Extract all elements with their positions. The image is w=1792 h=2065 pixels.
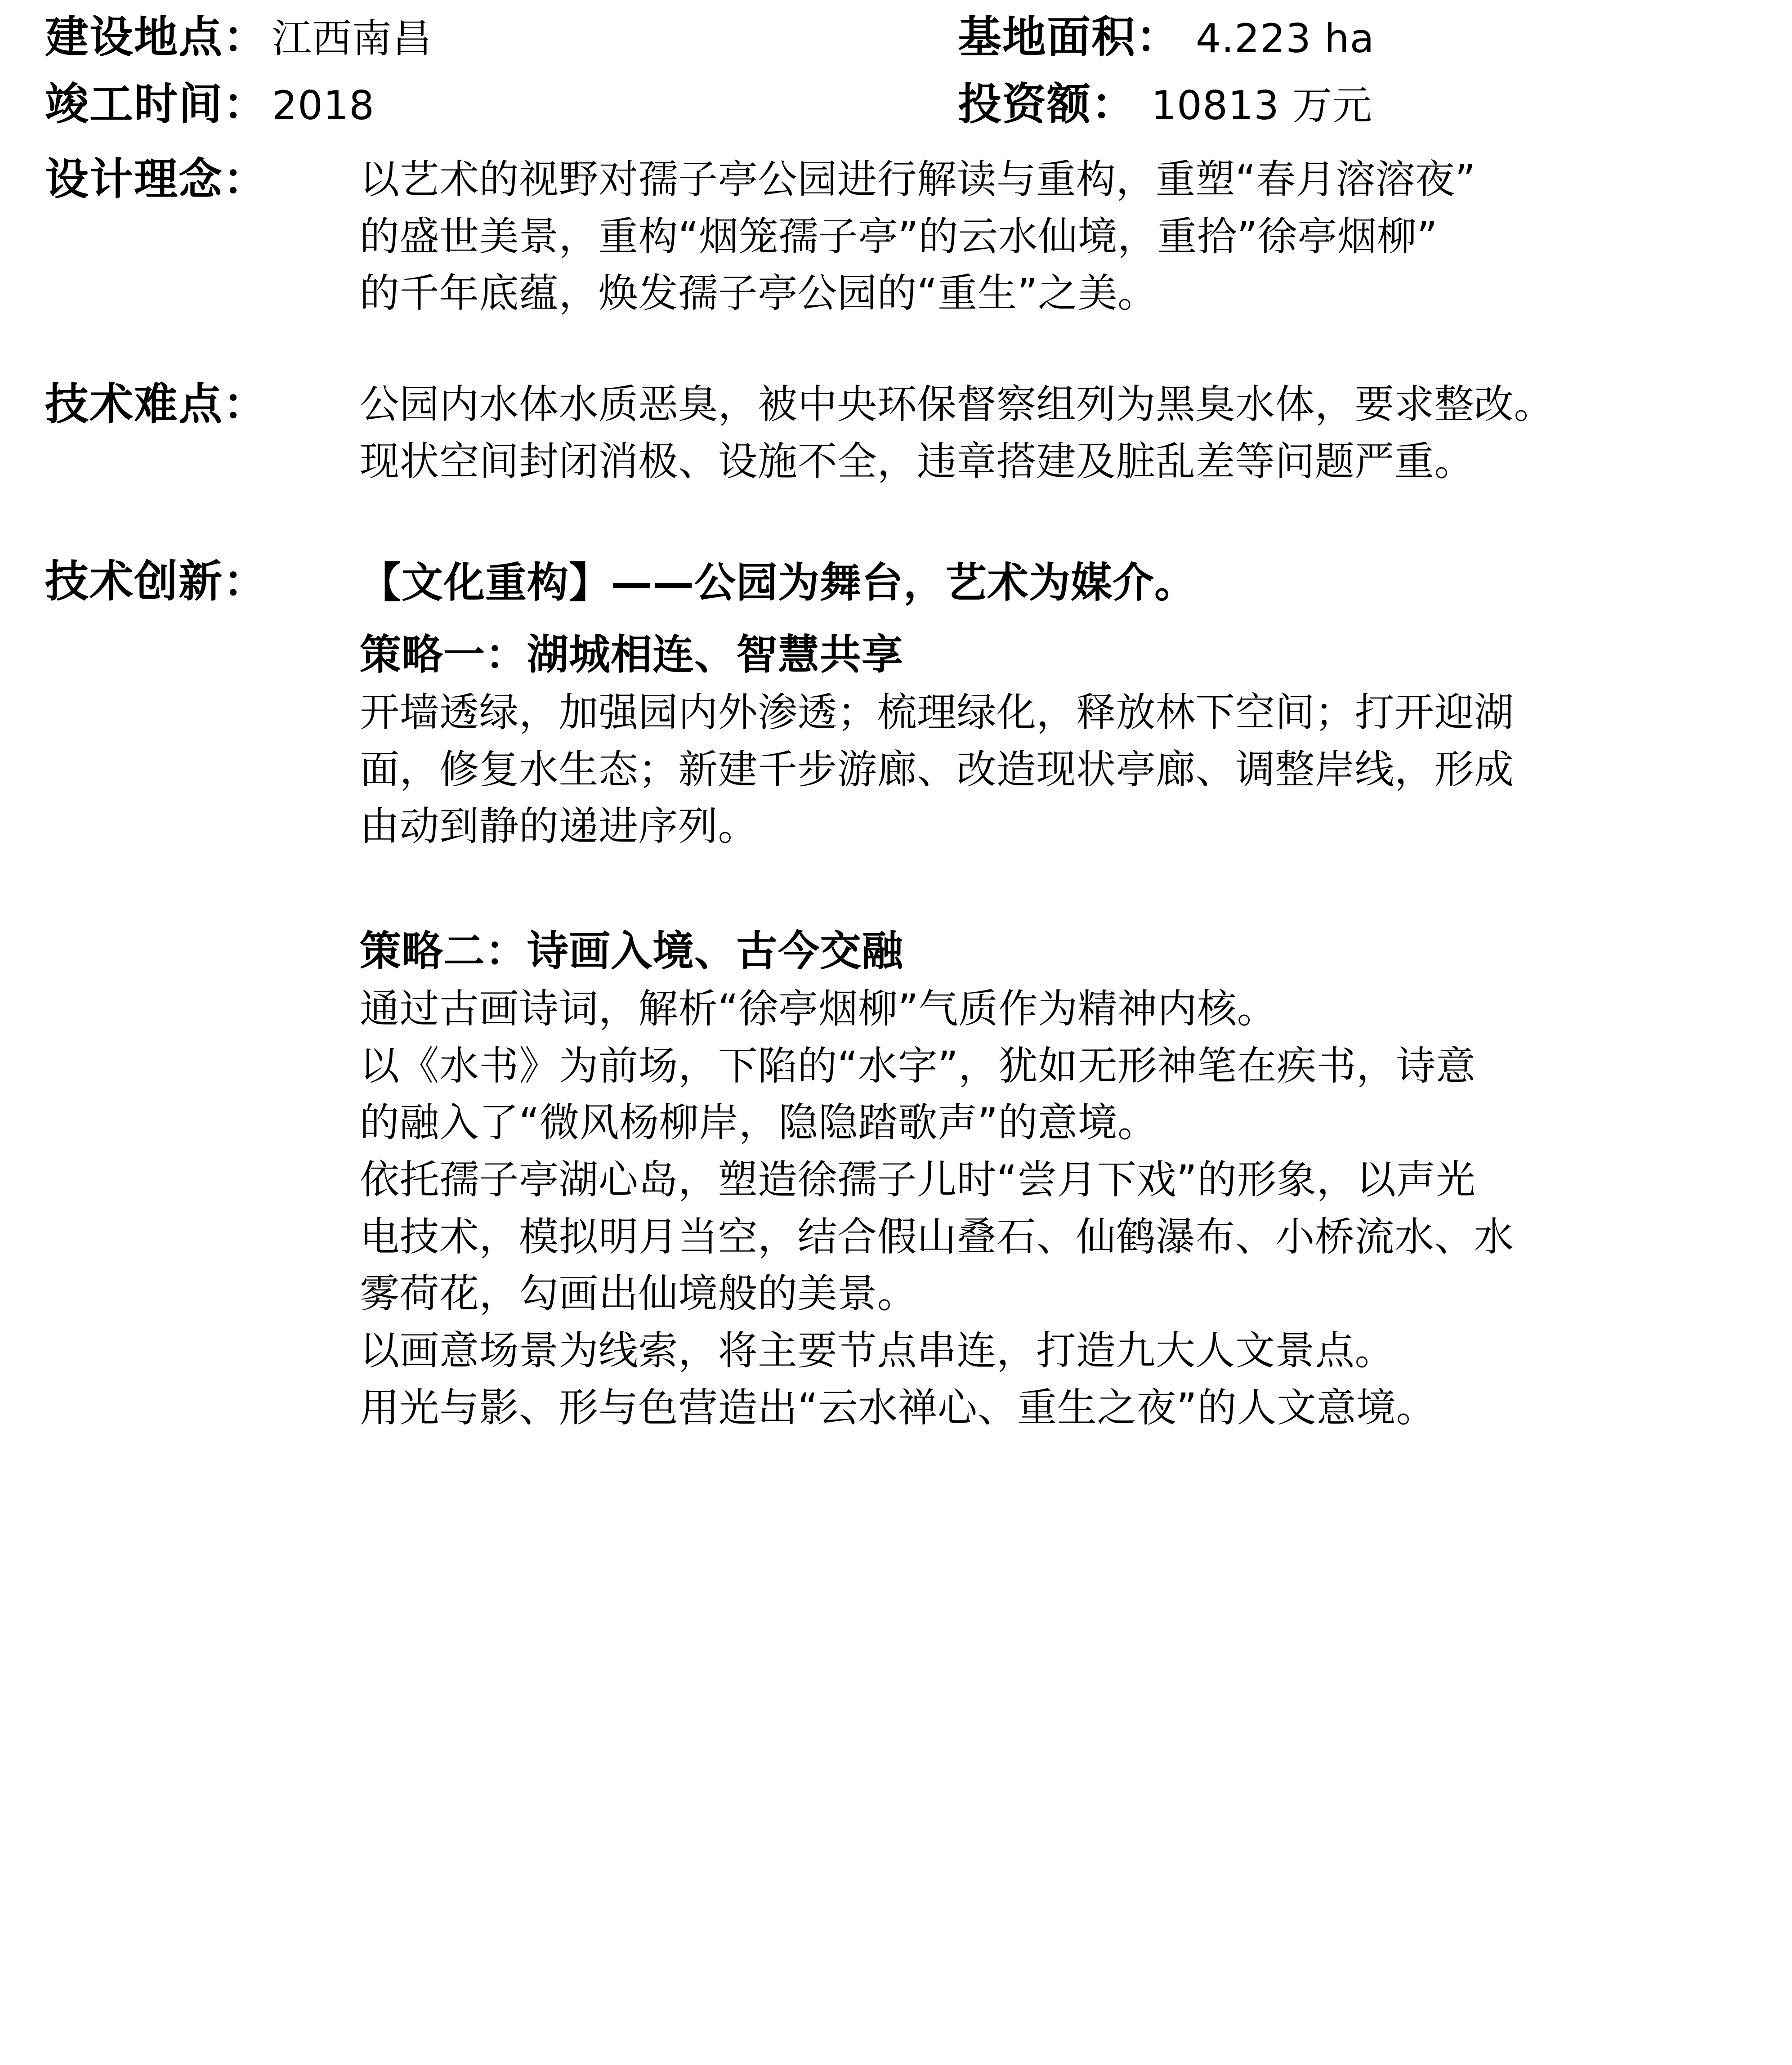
location-label: 建设地点： (45, 12, 268, 63)
strategy-block-one (360, 626, 1752, 855)
design-concept-body (360, 151, 1752, 322)
meta-item-completion (45, 79, 958, 130)
spacer (45, 322, 1752, 376)
location-value: 江西南昌 (272, 15, 433, 62)
strategy-two-line: 电技术，模拟明月当空，结合假山叠石、仙鹤瀑布、小桥流水、水 (360, 1213, 1514, 1260)
site-area-label: 基地面积： (958, 12, 1180, 63)
investment-label: 投资额： (958, 79, 1136, 130)
spacer (45, 126, 1752, 151)
design-concept-line: 的盛世美景，重构“烟笼孺子亭”的云水仙境，重拾”徐亭烟柳” (360, 213, 1438, 260)
strategy-one-heading: 策略一：湖城相连、智慧共享 (360, 631, 904, 679)
design-concept-line: 的千年底蕴，焕发孺子亭公园的“重生”之美。 (360, 270, 1157, 317)
strategy-one-line: 开墙透绿，加强园内外渗透；梳理绿化，释放林下空间；打开迎湖 (360, 689, 1514, 735)
strategy-two-heading: 策略二：诗画入境、古今交融 (360, 927, 904, 976)
completion-label: 竣工时间： (45, 79, 268, 130)
strategy-two-line: 通过古画诗词，解析“徐亭烟柳”气质作为精神内核。 (360, 985, 1277, 1032)
design-concept-line: 以艺术的视野对孺子亭公园进行解读与重构，重塑“春月溶溶夜” (360, 156, 1476, 202)
section-design-concept (45, 151, 1752, 322)
technical-innovation-body (360, 553, 1752, 1437)
strategy-two-line: 雾荷花，勾画出仙境般的美景。 (360, 1270, 917, 1317)
meta-item-investment (958, 79, 1752, 130)
section-technical-innovation (45, 553, 1752, 1437)
spacer (360, 613, 1752, 626)
innovation-headline: 【文化重构】——公园为舞台，艺术为媒介。 (360, 558, 1197, 607)
technical-innovation-label: 技术创新： (45, 555, 268, 607)
design-concept-label: 设计理念： (45, 154, 268, 205)
meta-item-location (45, 12, 958, 63)
section-technical-difficulty (45, 376, 1752, 490)
technical-difficulty-line: 公园内水体水质恶臭，被中央环保督察组列为黑臭水体，要求整改。 (360, 381, 1554, 428)
strategy-block-two (360, 923, 1752, 1437)
completion-value: 2018 (272, 82, 375, 129)
spacer (45, 490, 1752, 553)
strategy-two-line: 依托孺子亭湖心岛，塑造徐孺子儿时“尝月下戏”的形象，以声光 (360, 1156, 1476, 1203)
strategy-one-line: 面，修复水生态；新建千步游廊、改造现状亭廊、调整岸线，形成 (360, 746, 1514, 793)
strategy-two-line: 以画意场景为线索，将主要节点串连，打造九大人文景点。 (360, 1327, 1395, 1374)
technical-difficulty-body (360, 376, 1752, 490)
technical-difficulty-line: 现状空间封闭消极、设施不全，违章搭建及脏乱差等问题严重。 (360, 438, 1475, 484)
meta-item-site-area (958, 12, 1752, 63)
strategy-two-line: 的融入了“微风杨柳岸，隐隐踏歌声”的意境。 (360, 1099, 1157, 1146)
strategy-two-line: 以《水书》为前场，下陷的“水字”，犹如无形神笔在疾书，诗意 (360, 1042, 1476, 1089)
strategy-one-line: 由动到静的递进序列。 (360, 803, 758, 850)
technical-difficulty-label: 技术难点： (45, 379, 268, 430)
investment-value: 10813 万元 (1151, 82, 1372, 129)
spacer (360, 855, 1752, 923)
strategy-two-line: 用光与影、形与色营造出“云水禅心、重生之夜”的人文意境。 (360, 1384, 1436, 1431)
project-meta-grid (45, 12, 1752, 130)
site-area-value: 4.223 ha (1196, 15, 1375, 62)
